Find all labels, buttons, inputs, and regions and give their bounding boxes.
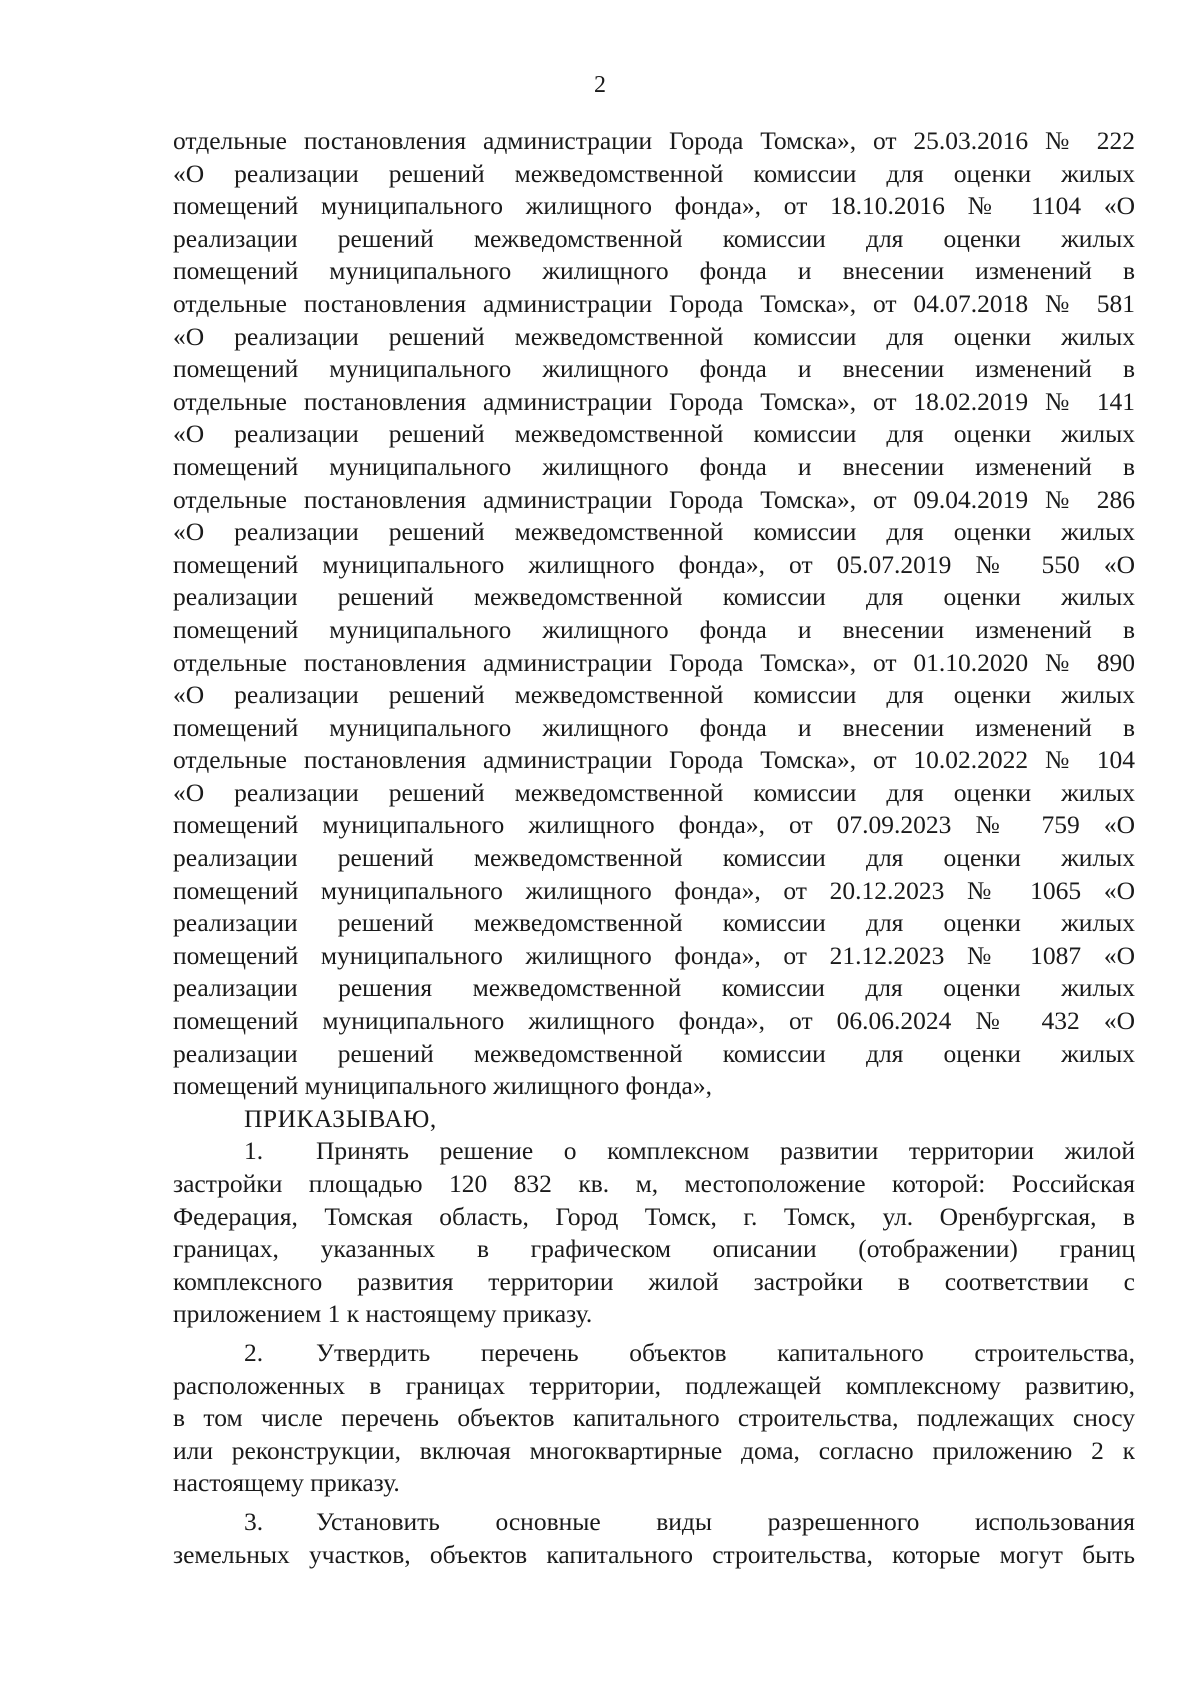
item-line: или реконструкции, включая многоквартирные дома, согласно приложению 2 к <box>173 1435 1135 1465</box>
preamble-line: «О реализации решений межведомственной комиссии для оценки жилых <box>173 419 1135 449</box>
order-item-1 <box>173 1135 1135 1331</box>
preamble-line: помещений муниципального жилищного фонда», от 20.12.2023 № 1065 «О <box>173 875 1135 905</box>
item-line: расположенных в границах территории, подлежащей комплексному развитию, <box>173 1370 1135 1400</box>
preamble-line: отдельные постановления администрации Города Томска», от 25.03.2016 № 222 <box>173 126 1135 155</box>
order-item-3 <box>173 1506 1135 1571</box>
preamble-line: отдельные постановления администрации Города Томска», от 09.04.2019 № 286 <box>173 484 1135 514</box>
page-number: 2 <box>594 72 606 98</box>
item-number: 2. <box>244 1337 264 1367</box>
item-line: в том числе перечень объектов капитального строительства, подлежащих сносу <box>173 1403 1135 1433</box>
item-number: 3. <box>244 1506 264 1536</box>
preamble-line: помещений муниципального жилищного фонда», от 06.06.2024 № 432 «О <box>173 1006 1135 1036</box>
preamble-line: помещений муниципального жилищного фонда и внесении изменений в <box>173 614 1135 644</box>
preamble-line: реализации решений межведомственной комиссии для оценки жилых <box>173 1038 1135 1068</box>
item-first-text: Принять решение о комплексном развитии территории жилой <box>316 1136 1135 1166</box>
item-first-text: Установить основные виды разрешенного использования <box>316 1506 1135 1536</box>
preamble-last-line: помещений муниципального жилищного фонда», <box>173 1071 712 1101</box>
item-line: застройки площадью 120 832 кв. м, местоположение которой: Российская <box>173 1169 1135 1198</box>
document-body <box>173 125 1135 1571</box>
preamble-line: реализации решений межведомственной комиссии для оценки жилых <box>173 223 1135 253</box>
preamble-line: отдельные постановления администрации Города Томска», от 04.07.2018 № 581 <box>173 288 1135 318</box>
preamble-line: помещений муниципального жилищного фонда и внесении изменений в <box>173 712 1135 742</box>
preamble-line: реализации решений межведомственной комиссии для оценки жилых <box>173 843 1135 873</box>
item-number: 1. <box>244 1136 264 1166</box>
item-first-line <box>173 1337 1135 1370</box>
preamble-line: помещений муниципального жилищного фонда», от 07.09.2023 № 759 «О <box>173 810 1135 840</box>
item-last-line: приложением 1 к настоящему приказу. <box>173 1299 593 1329</box>
preamble-line: помещений муниципального жилищного фонда», от 18.10.2016 № 1104 «О <box>173 191 1135 221</box>
preamble-line: помещений муниципального жилищного фонда и внесении изменений в <box>173 256 1135 286</box>
item-first-line <box>173 1506 1135 1539</box>
order-item-2 <box>173 1337 1135 1500</box>
item-line: границах, указанных в графическом описании (отображении) границ <box>173 1234 1135 1264</box>
preamble-line: помещений муниципального жилищного фонда и внесении изменений в <box>173 451 1135 481</box>
preamble-line: реализации решений межведомственной комиссии для оценки жилых <box>173 582 1135 612</box>
preamble-line: отдельные постановления администрации Города Томска», от 01.10.2020 № 890 <box>173 647 1135 677</box>
item-first-line <box>173 1135 1135 1168</box>
preamble-line: помещений муниципального жилищного фонда», от 05.07.2019 № 550 «О <box>173 549 1135 579</box>
preamble-line: «О реализации решений межведомственной комиссии для оценки жилых <box>173 777 1135 807</box>
preamble-line: реализации решения межведомственной комиссии для оценки жилых <box>173 973 1135 1003</box>
preamble-line: «О реализации решений межведомственной комиссии для оценки жилых <box>173 680 1135 710</box>
item-first-text: Утвердить перечень объектов капитального строительства, <box>316 1337 1135 1367</box>
preamble-line: «О реализации решений межведомственной комиссии для оценки жилых <box>173 158 1135 188</box>
item-line: Федерация, Томская область, Город Томск, г. Томск, ул. Оренбургская, в <box>173 1201 1135 1231</box>
item-line: комплексного развития территории жилой застройки в соответствии с <box>173 1266 1135 1296</box>
preamble-line: помещений муниципального жилищного фонда и внесении изменений в <box>173 354 1135 384</box>
preamble-line: помещений муниципального жилищного фонда», от 21.12.2023 № 1087 «О <box>173 940 1135 970</box>
preamble-line: «О реализации решений межведомственной комиссии для оценки жилых <box>173 321 1135 351</box>
item-last-line: настоящему приказу. <box>173 1468 400 1498</box>
item-line: земельных участков, объектов капитального строительства, которые могут быть <box>173 1539 1135 1569</box>
preamble-line: отдельные постановления администрации Города Томска», от 10.02.2022 № 104 <box>173 745 1135 775</box>
preamble-line: отдельные постановления администрации Города Томска», от 18.02.2019 № 141 <box>173 386 1135 416</box>
order-word: ПРИКАЗЫВАЮ, <box>244 1103 437 1133</box>
preamble-line: «О реализации решений межведомственной комиссии для оценки жилых <box>173 517 1135 547</box>
preamble-line: реализации решений межведомственной комиссии для оценки жилых <box>173 908 1135 938</box>
